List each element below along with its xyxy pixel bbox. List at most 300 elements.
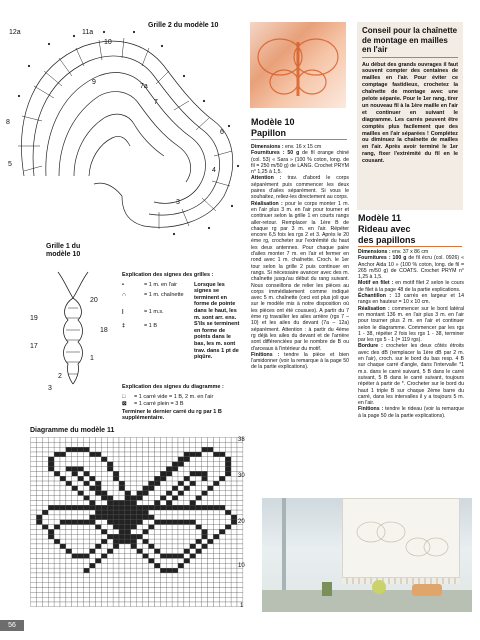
grid-cell-empty (66, 554, 72, 559)
paragraph: Dimensions : env. 37 x 86 cm (358, 249, 429, 255)
grid-cell-empty (95, 583, 101, 588)
grid-cell-filled (231, 515, 237, 520)
grid-cell-empty (137, 471, 143, 476)
grid-cell-empty (36, 597, 42, 602)
model11-header (358, 213, 462, 247)
grid-cell-filled (137, 510, 143, 515)
grid-cell-empty (154, 462, 160, 467)
grid-cell-empty (78, 452, 84, 457)
grid-cell-empty (190, 602, 196, 607)
grid-cell-empty (178, 568, 184, 573)
grid-cell-empty (84, 457, 90, 462)
grid-cell-empty (101, 573, 107, 578)
grid-cell-filled (202, 447, 208, 452)
grid-cell-empty (66, 491, 72, 496)
grid-cell-empty (48, 452, 54, 457)
grid-cell-filled (66, 505, 72, 510)
grid-cell-empty (137, 597, 143, 602)
grid-cell-filled (54, 471, 60, 476)
grid-cell-empty (190, 438, 196, 443)
grid-cell-empty (213, 447, 219, 452)
grid-cell-empty (143, 525, 149, 530)
grid-cell-filled (119, 510, 125, 515)
grid-cell-empty (31, 520, 37, 525)
grid-cell-empty (160, 573, 166, 578)
grid-cell-filled (113, 520, 119, 525)
grid-cell-empty (160, 510, 166, 515)
grid-cell-empty (66, 558, 72, 563)
grid-cell-empty (78, 558, 84, 563)
grid-cell-empty (95, 578, 101, 583)
grid-cell-empty (54, 568, 60, 573)
grid-cell-empty (160, 462, 166, 467)
chart-row-label: 9 (92, 79, 96, 86)
grid-cell-filled (95, 505, 101, 510)
grid-cell-empty (42, 592, 48, 597)
grid-cell-empty (60, 534, 66, 539)
grid-cell-filled (113, 510, 119, 515)
grid-cell-empty (78, 587, 84, 592)
grid-cell-filled (113, 515, 119, 520)
grid-cell-empty (172, 525, 178, 530)
grid-cell-empty (219, 539, 225, 544)
grid-cell-empty (137, 462, 143, 467)
grid-cell-empty (196, 573, 202, 578)
grid-cell-empty (107, 486, 113, 491)
grid-cell-empty (48, 500, 54, 505)
grid-cell-empty (90, 534, 96, 539)
grid-cell-filled (219, 452, 225, 457)
grid-cell-empty (54, 578, 60, 583)
grid-cell-empty (231, 549, 237, 554)
grid-cell-empty (225, 549, 231, 554)
grid-cell-empty (31, 544, 37, 549)
grid-cell-empty (184, 602, 190, 607)
grid-cell-filled (208, 486, 214, 491)
grid-cell-empty (125, 544, 131, 549)
grid-cell-empty (125, 476, 131, 481)
grid-cell-empty (101, 486, 107, 491)
grid-cell-empty (101, 578, 107, 583)
grid-cell-empty (48, 481, 54, 486)
grid-cell-empty (231, 510, 237, 515)
grid-cell-filled (196, 471, 202, 476)
grid-cell-empty (54, 597, 60, 602)
grid-cell-empty (31, 558, 37, 563)
grid-cell-filled (231, 520, 237, 525)
grid-cell-empty (154, 525, 160, 530)
legend-diagramme (122, 384, 250, 422)
grid-cell-filled (190, 471, 196, 476)
grid-cell-empty (190, 457, 196, 462)
grid-cell-empty (131, 467, 137, 472)
grid-cell-empty (42, 442, 48, 447)
grid-cell-empty (149, 520, 155, 525)
grid-cell-filled (160, 496, 166, 501)
grid-cell-empty (54, 558, 60, 563)
grid-cell-empty (166, 486, 172, 491)
grid-cell-empty (31, 442, 37, 447)
grid-cell-empty (48, 486, 54, 491)
grid-cell-filled (137, 515, 143, 520)
grid-cell-filled (166, 505, 172, 510)
grid-cell-empty (131, 486, 137, 491)
chart-row-label: 7 (154, 99, 158, 106)
grid-cell-empty (202, 525, 208, 530)
grid-cell-empty (208, 442, 214, 447)
grid-cell-empty (66, 500, 72, 505)
grid-cell-filled (131, 505, 137, 510)
grid-cell-empty (172, 592, 178, 597)
grid-cell-empty (184, 592, 190, 597)
grid-cell-empty (208, 462, 214, 467)
grid-cell-empty (149, 510, 155, 515)
grid-cell-empty (78, 544, 84, 549)
grid-cell-filled (154, 476, 160, 481)
grid-cell-filled (107, 467, 113, 472)
grid-cell-empty (213, 462, 219, 467)
grid-cell-empty (202, 486, 208, 491)
grid-cell-empty (154, 438, 160, 443)
grid-cell-empty (48, 568, 54, 573)
grid-cell-empty (48, 539, 54, 544)
grid-cell-empty (137, 476, 143, 481)
grid-cell-empty (225, 491, 231, 496)
grid-cell-empty (78, 534, 84, 539)
grid-cell-empty (154, 558, 160, 563)
grid-cell-empty (190, 597, 196, 602)
grid-cell-empty (78, 471, 84, 476)
grid-cell-empty (60, 578, 66, 583)
grid-cell-empty (78, 583, 84, 588)
grid-cell-filled (72, 505, 78, 510)
grid-cell-empty (119, 563, 125, 568)
grid-cell-empty (172, 491, 178, 496)
grid-cell-empty (231, 476, 237, 481)
grid-cell-empty (225, 583, 231, 588)
grid-cell-empty (225, 505, 231, 510)
grid-cell-empty (95, 496, 101, 501)
grid-cell-empty (202, 549, 208, 554)
grid-cell-empty (72, 462, 78, 467)
grid-cell-empty (42, 476, 48, 481)
grid-cell-empty (166, 587, 172, 592)
grid-cell-empty (149, 592, 155, 597)
grid-cell-filled (90, 500, 96, 505)
page-number: 56 (0, 620, 24, 631)
grid-cell-empty (36, 534, 42, 539)
grid-cell-filled (184, 457, 190, 462)
chart-row-label: 1 (90, 355, 94, 362)
grid-cell-empty (119, 549, 125, 554)
grid-cell-empty (184, 471, 190, 476)
grid-cell-empty (113, 563, 119, 568)
grid-cell-empty (190, 462, 196, 467)
grid-cell-empty (149, 438, 155, 443)
grid-cell-empty (219, 467, 225, 472)
grid-cell-empty (149, 597, 155, 602)
grid-cell-empty (219, 592, 225, 597)
grid-cell-filled (95, 481, 101, 486)
grid-cell-empty (231, 467, 237, 472)
grid-cell-empty (48, 544, 54, 549)
grid-cell-empty (202, 438, 208, 443)
grid-cell-empty (107, 578, 113, 583)
grid-cell-empty (166, 558, 172, 563)
grid-cell-empty (72, 578, 78, 583)
grid-cell-filled (196, 549, 202, 554)
grid-cell-empty (172, 558, 178, 563)
grid-cell-empty (213, 563, 219, 568)
grid-cell-empty (84, 452, 90, 457)
grid-cell-empty (101, 481, 107, 486)
grid-cell-empty (154, 583, 160, 588)
grid-cell-empty (125, 568, 131, 573)
grid-cell-empty (208, 457, 214, 462)
grid-cell-empty (160, 447, 166, 452)
grid-cell-empty (143, 457, 149, 462)
grid-cell-empty (107, 525, 113, 530)
grid-cell-filled (95, 544, 101, 549)
grid-cell-empty (231, 592, 237, 597)
grid-cell-filled (137, 549, 143, 554)
grid-cell-filled (178, 462, 184, 467)
grid-cell-empty (60, 491, 66, 496)
grid-cell-empty (213, 554, 219, 559)
grid-cell-empty (66, 515, 72, 520)
grid-cell-filled (208, 505, 214, 510)
grid-cell-empty (113, 529, 119, 534)
grid-cell-filled (66, 447, 72, 452)
grid-cell-empty (160, 525, 166, 530)
grid-cell-filled (113, 544, 119, 549)
grid-cell-empty (54, 500, 60, 505)
grid-cell-empty (149, 457, 155, 462)
grid-cell-empty (190, 525, 196, 530)
grid-cell-empty (196, 578, 202, 583)
grid-cell-empty (113, 457, 119, 462)
grid-cell-empty (208, 438, 214, 443)
grid-cell-empty (208, 549, 214, 554)
grid-cell-empty (131, 457, 137, 462)
grid-cell-empty (178, 515, 184, 520)
grid-cell-empty (166, 462, 172, 467)
grid-cell-filled (95, 486, 101, 491)
grid-cell-filled (178, 491, 184, 496)
grid-cell-empty (131, 583, 137, 588)
grid-cell-empty (143, 549, 149, 554)
grid-cell-empty (31, 549, 37, 554)
grid-cell-empty (84, 573, 90, 578)
grid-cell-empty (160, 442, 166, 447)
grid2-label: Grille 2 du modèle 10 (148, 22, 219, 29)
grid-cell-empty (42, 573, 48, 578)
grid-cell-empty (60, 602, 66, 607)
grid-cell-empty (42, 544, 48, 549)
grid-cell-filled (225, 510, 231, 515)
grid-cell-empty (219, 583, 225, 588)
grid-cell-empty (184, 573, 190, 578)
grid-cell-empty (225, 597, 231, 602)
grid-cell-empty (95, 534, 101, 539)
grid-cell-empty (84, 467, 90, 472)
grid-cell-empty (36, 592, 42, 597)
grid-cell-empty (196, 515, 202, 520)
grid-cell-empty (78, 563, 84, 568)
grid-cell-empty (219, 438, 225, 443)
grid-cell-empty (60, 558, 66, 563)
grid-cell-empty (208, 534, 214, 539)
grid-cell-empty (95, 568, 101, 573)
grid-cell-empty (119, 442, 125, 447)
grid-cell-filled (119, 515, 125, 520)
grid-cell-empty (231, 452, 237, 457)
grid-cell-empty (172, 481, 178, 486)
grid-cell-empty (184, 597, 190, 602)
grid-cell-empty (231, 558, 237, 563)
grid-cell-filled (196, 539, 202, 544)
grid-cell-empty (107, 568, 113, 573)
grid-cell-empty (107, 452, 113, 457)
grid-cell-empty (154, 515, 160, 520)
grid-cell-empty (31, 491, 37, 496)
grid-cell-empty (213, 467, 219, 472)
grid-cell-filled (107, 500, 113, 505)
grid-cell-empty (72, 491, 78, 496)
grid-cell-empty (101, 602, 107, 607)
grid-cell-empty (119, 476, 125, 481)
grid-cell-empty (107, 573, 113, 578)
grid-cell-empty (219, 525, 225, 530)
grid-cell-empty (113, 602, 119, 607)
grid-cell-empty (78, 481, 84, 486)
grid-cell-filled (160, 505, 166, 510)
grid-cell-empty (202, 587, 208, 592)
grid-cell-empty (160, 549, 166, 554)
grid-cell-empty (143, 587, 149, 592)
grid-cell-empty (48, 592, 54, 597)
grid-cell-empty (36, 539, 42, 544)
grid-cell-empty (72, 442, 78, 447)
grid-cell-empty (101, 471, 107, 476)
grid-cell-empty (213, 597, 219, 602)
grid-cell-empty (131, 471, 137, 476)
grid-cell-filled (113, 505, 119, 510)
grid-cell-empty (90, 510, 96, 515)
grid-cell-empty (48, 438, 54, 443)
grid-cell-empty (78, 539, 84, 544)
paragraph: Attention : trav. d'abord le corps séparément puis commencer les deux paires d'ailes séparément. Si vous le souhaitez, reliez-les directement au corps. (251, 175, 349, 201)
grid-cell-empty (60, 525, 66, 530)
legend-item: ‡ = 1 B (122, 323, 157, 330)
chart-row-label: 11a (82, 29, 94, 36)
grid-cell-filled (131, 520, 137, 525)
paragraph: Fournitures : 50 g de fil orange chiné (col. 53) « Sara » (100 % coton, long. de fil = 250 m/50 g) de LANG. Crochet PRYM n° 1,25 à 1,5. (251, 150, 349, 176)
grid-cell-empty (178, 583, 184, 588)
grid-cell-empty (107, 544, 113, 549)
grid-cell-empty (160, 491, 166, 496)
grid-cell-empty (72, 597, 78, 602)
grid-cell-empty (95, 467, 101, 472)
grid-cell-empty (84, 583, 90, 588)
grid-cell-empty (219, 568, 225, 573)
grid-cell-filled (54, 539, 60, 544)
grid-cell-empty (66, 587, 72, 592)
grid-cell-empty (196, 510, 202, 515)
grid-cell-empty (54, 544, 60, 549)
grid-cell-filled (119, 481, 125, 486)
grid-cell-empty (208, 476, 214, 481)
grid-cell-empty (149, 568, 155, 573)
grid-cell-empty (66, 476, 72, 481)
grid-cell-empty (143, 602, 149, 607)
grid-cell-empty (137, 500, 143, 505)
grid-cell-empty (101, 568, 107, 573)
grid-cell-empty (154, 578, 160, 583)
grid-cell-empty (42, 597, 48, 602)
grid-cell-filled (166, 554, 172, 559)
grid-cell-filled (84, 505, 90, 510)
grid-cell-empty (231, 597, 237, 602)
grid-cell-empty (42, 505, 48, 510)
grid-cell-empty (178, 471, 184, 476)
grid-cell-filled (143, 491, 149, 496)
grid-cell-empty (66, 529, 72, 534)
grid-cell-empty (78, 549, 84, 554)
grid-cell-empty (95, 549, 101, 554)
grid-cell-empty (31, 534, 37, 539)
grid-cell-filled (66, 520, 72, 525)
grid-cell-empty (196, 467, 202, 472)
grid-cell-empty (143, 500, 149, 505)
grid-cell-empty (166, 539, 172, 544)
grid-cell-empty (178, 592, 184, 597)
grid-cell-empty (178, 602, 184, 607)
grid-cell-empty (36, 496, 42, 501)
grid-cell-empty (196, 544, 202, 549)
grid-cell-filled (131, 534, 137, 539)
grid-cell-filled (143, 510, 149, 515)
grid-cell-filled (95, 558, 101, 563)
paragraph: Réalisation : commencer sur le bord latéral en montant 136 m. en l'air plus 3 m. en l'air pour tourner plus 2 m. en l'air et continuer selon le diagramme. Commencer par les rgs 1 - 38, répéter 2 fois les rgs 1 - 38, terminer par les rgs 5 - 1 (= 119 rgs). (358, 305, 464, 344)
grid-cell-empty (178, 558, 184, 563)
grid-cell-empty (196, 442, 202, 447)
grid-cell-empty (66, 602, 72, 607)
grid-cell-empty (125, 602, 131, 607)
grid-cell-empty (231, 457, 237, 462)
grid-cell-empty (202, 563, 208, 568)
legend-grilles (122, 272, 242, 361)
grid-cell-filled (60, 476, 66, 481)
grid-cell-empty (172, 471, 178, 476)
grid-cell-empty (125, 563, 131, 568)
grid-cell-empty (166, 549, 172, 554)
grid-cell-empty (154, 467, 160, 472)
grid-cell-empty (143, 462, 149, 467)
grid-cell-empty (154, 592, 160, 597)
grid-cell-empty (166, 510, 172, 515)
grid-cell-empty (125, 578, 131, 583)
grid-cell-empty (137, 539, 143, 544)
grid-cell-empty (78, 486, 84, 491)
grid-cell-empty (190, 549, 196, 554)
grid-cell-empty (202, 467, 208, 472)
grid-cell-empty (166, 457, 172, 462)
grid-cell-empty (225, 486, 231, 491)
grid-cell-empty (149, 467, 155, 472)
grid-cell-empty (101, 534, 107, 539)
grid-cell-filled (119, 525, 125, 530)
